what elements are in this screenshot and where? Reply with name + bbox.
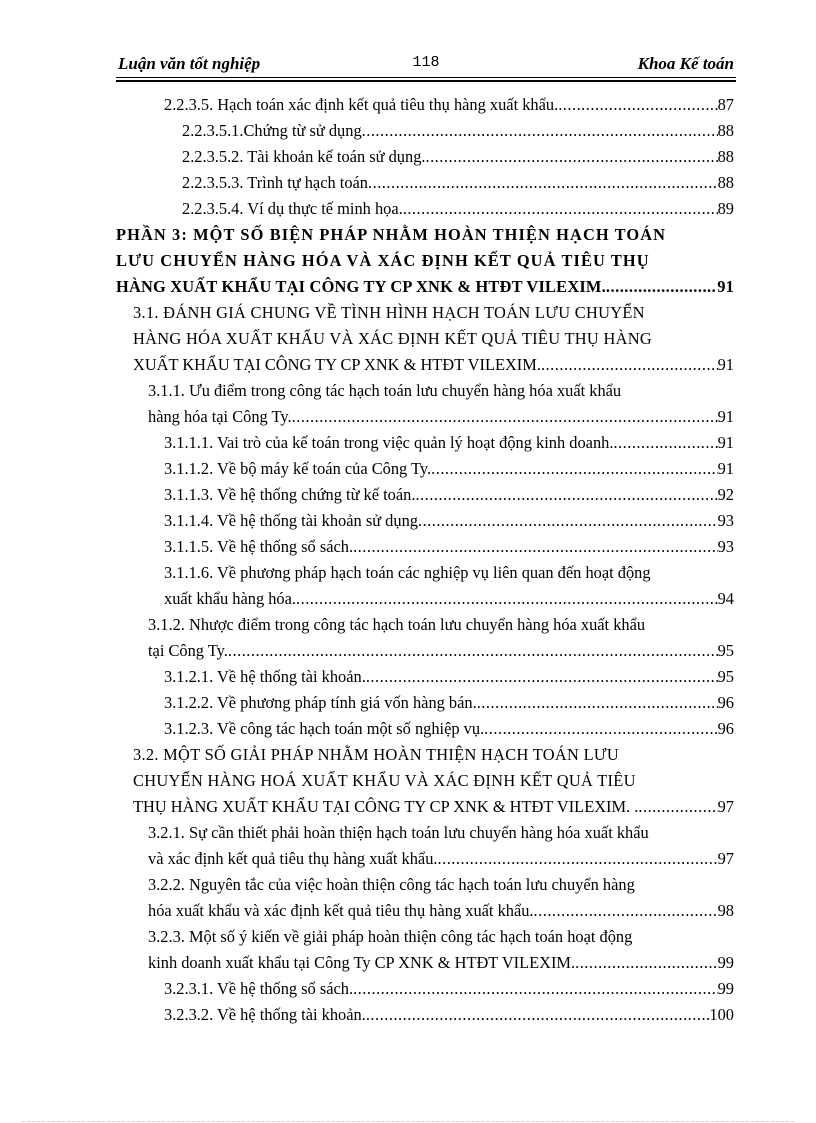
toc-entry[interactable]	[164, 667, 734, 687]
toc-entry-title: hàng hóa tại Công Ty.	[148, 407, 292, 426]
toc-entry[interactable]	[164, 1005, 734, 1025]
toc-entry-title: 3.1.1.3. Về hệ thống chứng từ kế toán.	[164, 485, 416, 504]
toc-entry-page: 93	[717, 537, 734, 556]
toc-entry-page: 91	[717, 433, 734, 452]
toc-entry-page: 94	[717, 589, 734, 608]
toc-entry[interactable]	[164, 537, 734, 557]
subsection-heading-last-line[interactable]	[148, 407, 734, 427]
toc-entry[interactable]	[182, 121, 734, 141]
toc-entry-page: 91	[717, 459, 734, 478]
section-heading-last-line[interactable]	[133, 797, 734, 817]
header-thesis-title: Luận văn tốt nghiệp	[118, 54, 261, 73]
section-heading-last-line[interactable]	[133, 355, 734, 375]
header-page-number: 118	[412, 54, 440, 71]
toc-entry-page: 96	[717, 719, 734, 738]
toc-entry[interactable]	[182, 147, 734, 167]
subsection-heading-last-line[interactable]	[148, 641, 734, 661]
subsection-heading-line[interactable]: 3.2.1. Sự cần thiết phải hoàn thiện hạch toán lưu chuyển hàng hóa xuất khẩu	[148, 823, 649, 842]
toc-entry-title: 3.2.3.2. Về hệ thống tài khoản.	[164, 1005, 366, 1024]
toc-entry-title: 2.2.3.5.3. Trình tự hạch toán	[182, 173, 368, 192]
toc-entry[interactable]	[164, 485, 734, 505]
toc-entry-page: 98	[717, 901, 734, 920]
toc-entry-title: XUẤT KHẨU TẠI CÔNG TY CP XNK & HTĐT VILEXIM.	[133, 355, 541, 374]
toc-entry-title: 3.1.1.2. Về bộ máy kế toán của Công Ty.	[164, 459, 432, 478]
toc-entry-title: tại Công Ty.	[148, 641, 228, 660]
toc-entry-page: 91	[717, 277, 734, 296]
toc-entry-page: 88	[717, 173, 734, 192]
toc-entry[interactable]	[164, 95, 734, 115]
toc-entry-line[interactable]: 3.1.1.6. Về phương pháp hạch toán các nghiệp vụ liên quan đến hoạt động	[164, 563, 651, 582]
toc-entry[interactable]	[182, 173, 734, 193]
toc-entry-page: 96	[717, 693, 734, 712]
toc-entry-title: xuất khẩu hàng hóa.	[164, 589, 296, 608]
subsection-heading-last-line[interactable]	[148, 901, 734, 921]
toc-entry-title: 3.2.3.1. Về hệ thống sổ sách.	[164, 979, 354, 998]
section-heading-line[interactable]: 3.1. ĐÁNH GIÁ CHUNG VỀ TÌNH HÌNH HẠCH TOÁN LƯU CHUYỂN	[133, 303, 645, 322]
toc-entry-title: 2.2.3.5.4. Ví dụ thực tế minh họa.	[182, 199, 403, 218]
toc-entry-title: 3.1.1.4. Về hệ thống tài khoản sử dụng	[164, 511, 418, 530]
toc-entry[interactable]	[164, 693, 734, 713]
section-heading-line[interactable]: CHUYỂN HÀNG HOÁ XUẤT KHẨU VÀ XÁC ĐỊNH KẾT QUẢ TIÊU	[133, 771, 636, 790]
toc-entry-page: 91	[717, 355, 734, 374]
toc-entry-page: 97	[717, 797, 734, 816]
subsection-heading-line[interactable]: 3.1.1. Ưu điểm trong công tác hạch toán lưu chuyển hàng hóa xuất khẩu	[148, 381, 622, 400]
header-faculty: Khoa Kế toán	[637, 54, 734, 73]
page-bottom-border	[22, 1121, 794, 1122]
toc-entry-page: 95	[717, 667, 734, 686]
toc-entry-title: 3.1.2.1. Về hệ thống tài khoản.	[164, 667, 366, 686]
toc-entry-page: 97	[717, 849, 734, 868]
toc-entry-title: 2.2.3.5.1.Chứng từ sử dụng	[182, 121, 362, 140]
part-heading-line[interactable]: LƯU CHUYỂN HÀNG HÓA VÀ XÁC ĐỊNH KẾT QUẢ TIÊU THỤ	[116, 251, 650, 270]
part-heading-line[interactable]: PHẦN 3: MỘT SỐ BIỆN PHÁP NHẰM HOÀN THIỆN HẠCH TOÁN	[116, 225, 667, 244]
subsection-heading-line[interactable]: 3.1.2. Nhược điểm trong công tác hạch toán lưu chuyển hàng hóa xuất khẩu	[148, 615, 646, 634]
subsection-heading-last-line[interactable]	[148, 953, 734, 973]
subsection-heading-last-line[interactable]	[148, 849, 734, 869]
toc-entry-title: và xác định kết quả tiêu thụ hàng xuất khẩu.	[148, 849, 438, 868]
toc-entry[interactable]	[164, 433, 734, 453]
toc-entry-page: 99	[717, 979, 734, 998]
subsection-heading-line[interactable]: 3.2.2. Nguyên tắc của việc hoàn thiện công tác hạch toán lưu chuyển hàng	[148, 875, 635, 894]
toc-entry[interactable]	[164, 511, 734, 531]
toc-entry[interactable]	[164, 589, 734, 609]
toc-entry-title: 3.1.2.3. Về công tác hạch toán một số nghiệp vụ.	[164, 719, 485, 738]
toc-entry-page: 89	[717, 199, 734, 218]
toc-entry-page: 93	[717, 511, 734, 530]
toc-entry-title: 3.1.1.1. Vai trò của kế toán trong việc quản lý hoạt động kinh doanh.	[164, 433, 614, 452]
toc-entry-page: 91	[717, 407, 734, 426]
toc-entry-title: 2.2.3.5.2. Tài khoản kế toán sử dụng.	[182, 147, 426, 166]
toc-entry[interactable]	[164, 979, 734, 999]
section-heading-line[interactable]: 3.2. MỘT SỐ GIẢI PHÁP NHẰM HOÀN THIỆN HẠCH TOÁN LƯU	[133, 745, 620, 764]
toc-entry-page: 88	[717, 147, 734, 166]
toc-entry-page: 100	[709, 1005, 734, 1024]
toc-entry-title: THỤ HÀNG XUẤT KHẨU TẠI CÔNG TY CP XNK & HTĐT VILEXIM. .	[133, 797, 639, 816]
toc-entry-page: 92	[717, 485, 734, 504]
toc-entry-page: 87	[717, 95, 734, 114]
part-heading-last-line[interactable]	[116, 277, 734, 297]
toc-entry[interactable]	[164, 719, 734, 739]
toc-entry-page: 88	[717, 121, 734, 140]
toc-entry-page: 95	[717, 641, 734, 660]
toc-entry-title: HÀNG XUẤT KHẨU TẠI CÔNG TY CP XNK & HTĐT VILEXIM.	[116, 277, 606, 296]
toc-entry-title: hóa xuất khẩu và xác định kết quả tiêu thụ hàng xuất khẩu.	[148, 901, 534, 920]
toc-entry-title: 3.1.2.2. Về phương pháp tính giá vốn hàng bán.	[164, 693, 477, 712]
subsection-heading-line[interactable]: 3.2.3. Một số ý kiến về giải pháp hoàn thiện công tác hạch toán hoạt động	[148, 927, 633, 946]
toc-entry-title: 3.1.1.5. Về hệ thống sổ sách.	[164, 537, 354, 556]
toc-entry-page: 99	[717, 953, 734, 972]
toc-entry[interactable]	[182, 199, 734, 219]
toc-entry[interactable]	[164, 459, 734, 479]
section-heading-line[interactable]: HÀNG HÓA XUẤT KHẨU VÀ XÁC ĐỊNH KẾT QUẢ TIÊU THỤ HÀNG	[133, 329, 652, 348]
toc-entry-title: 2.2.3.5. Hạch toán xác định kết quả tiêu thụ hàng xuất khẩu.	[164, 95, 559, 114]
toc-entry-title: kinh doanh xuất khẩu tại Công Ty CP XNK & HTĐT VILEXIM.	[148, 953, 576, 972]
